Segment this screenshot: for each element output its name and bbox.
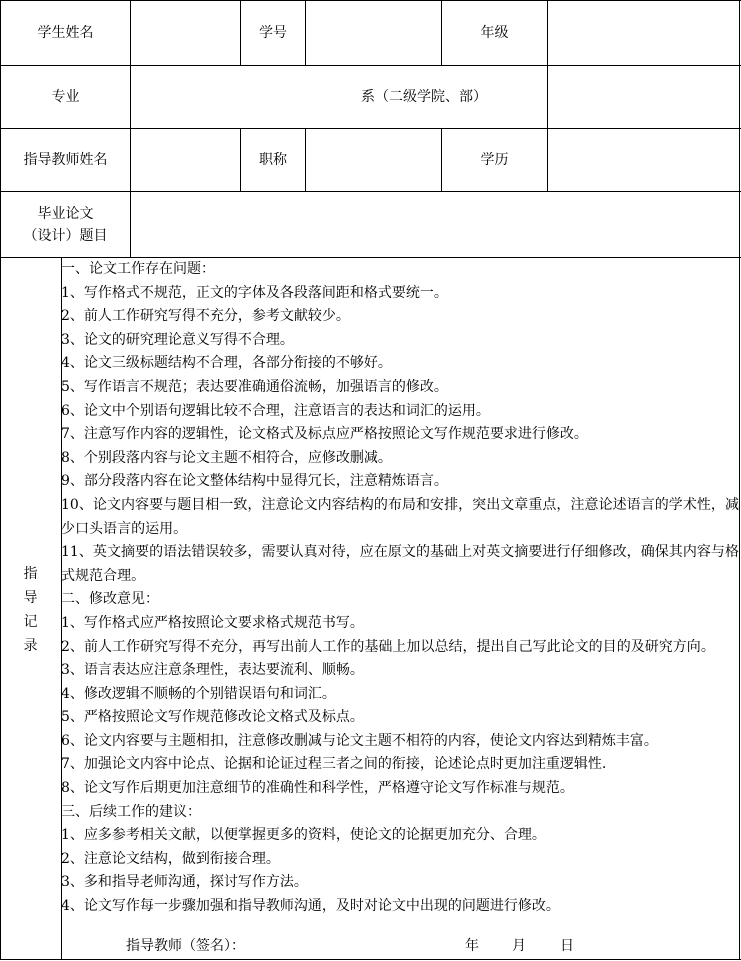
grade-label: 年级 [480,25,509,41]
record-item: 4、论文三级标题结构不合理，各部分衔接的不够好。 [61,355,392,372]
year-label: 年 [465,938,479,954]
record-item: 1、应多参考相关文献，以便掌握更多的资料，使论文的论据更加充分、合理。 [61,827,546,844]
record-item: 2、注意论文结构，做到衔接合理。 [61,850,280,867]
education-field[interactable] [548,129,739,191]
job-title-label: 职称 [259,152,287,168]
department-field[interactable] [548,66,739,128]
record-item: 8、论文写作后期更加注意细节的准确性和科学性，严格遵守论文写作标准与规范。 [61,780,574,797]
guidance-char: 指 [23,565,38,582]
table-border-bottom [0,959,741,960]
record-item: 4、修改逻辑不顺畅的个别错误语句和词汇。 [61,685,336,702]
grade-field[interactable] [548,1,739,65]
supervisor-name-field[interactable] [131,129,240,191]
guidance-char: 记 [23,613,38,630]
major-field[interactable] [131,66,301,128]
supervisor-name-label: 指导教师姓名 [23,152,108,168]
job-title-field[interactable] [306,129,441,191]
thesis-title-label-line1: 毕业论文 [37,205,94,222]
record-item: 9、部分段落内容在论文整体结构中显得冗长，注意精炼语言。 [61,473,448,490]
record-item: 5、严格按照论文写作规范修改论文格式及标点。 [61,709,364,726]
education-label: 学历 [480,152,509,168]
record-item: 1、写作格式不规范，正文的字体及各段落间距和格式要统一。 [61,284,448,301]
record-item: 3、语言表达应注意条理性，表达要流利、顺畅。 [61,662,364,679]
record-item: 7、加强论文内容中论点、论据和论证过程三者之间的衔接，论述论点时更加注重逻辑性. [61,756,607,773]
record-item: 3、论文的研究理论意义写得不合理。 [61,331,294,348]
record-item: 4、论文写作每一步骤加强和指导教师沟通，及时对论文中出现的问题进行修改。 [61,898,560,915]
record-item: 3、多和指导老师沟通，探讨写作方法。 [61,874,308,891]
record-item: 1、写作格式应严格按照论文要求格式规范书写。 [61,614,364,631]
record-item: 7、注意写作内容的逻辑性，论文格式及标点应严格按照论文写作规范要求进行修改。 [61,426,588,443]
department-label: 系（二级学院、部） [361,89,487,105]
section-heading-followup: 三、后续工作的建议： [61,803,201,820]
guidance-char: 录 [23,637,38,654]
signature-field[interactable] [256,935,456,957]
student-name-field[interactable] [131,1,240,65]
section-heading-suggestions: 二、修改意见： [61,591,159,608]
thesis-title-field[interactable] [131,192,739,257]
thesis-title-label [1,192,130,257]
supervisor-signature-label: 指导教师（签名）： [126,938,245,954]
student-id-label: 学号 [259,25,287,41]
table-border-right [739,0,740,960]
record-item: 5、写作语言不规范；表达要准确通俗流畅，加强语言的修改。 [61,378,448,395]
student-name-label: 学生姓名 [37,25,94,41]
record-item: 2、前人工作研究写得不充分，参考文献较少。 [61,308,350,325]
record-item: 2、前人工作研究写得不充分，再写出前人工作的基础上加以总结，提出自己写此论文的目的及研究方向。 [61,638,715,655]
month-label: 月 [512,938,526,954]
guidance-record-label [0,258,61,961]
guidance-char: 导 [23,589,38,606]
record-item: 6、论文中个别语句逻辑比较不合理，注意语言的表达和词汇的运用。 [61,402,490,419]
day-label: 日 [560,938,574,954]
record-item: 6、论文内容要与主题相扣，注意修改删减与论文主题不相符的内容，使论文内容达到精炼丰富。 [61,732,658,749]
guidance-record-content[interactable] [61,258,739,919]
section-heading-problems: 一、论文工作存在问题： [61,261,215,277]
student-id-field[interactable] [306,1,441,65]
thesis-title-label-line2: （设计）题目 [23,227,108,244]
major-label: 专业 [51,89,80,105]
record-item: 11、英文摘要的语法错误较多，需要认真对待，应在原文的基础上对英文摘要进行仔细修改，确保其内容与格式规范合理。 [61,544,739,584]
record-item: 10、论文内容要与题目相一致，注意论文内容结构的布局和安排，突出文章重点，注意论述语言的学术性，减少口头语言的运用。 [61,496,739,537]
record-item: 8、个别段落内容与论文主题不相符合，应修改删减。 [61,449,392,466]
